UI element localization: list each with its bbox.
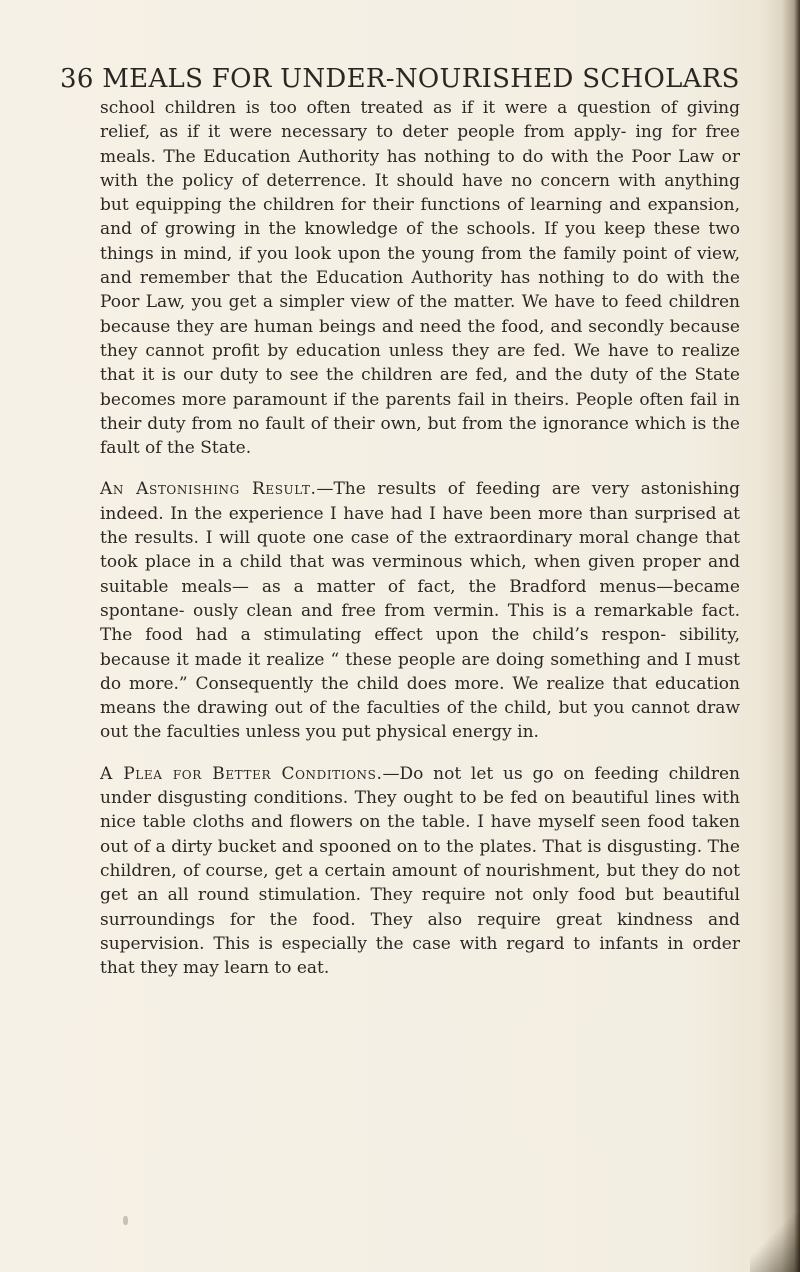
- page-edge-shadow: [760, 0, 800, 1272]
- paragraph-3-text: —Do not let us go on feeding children under disgusting conditions. They ought to be fed on beautiful lines with nice table cloths and flowers on the table. I have myself seen food taken out of a dirty bucket and spooned on to the plates. That is disgusting. The children, of course, get a certain amount of nourishment, but they do not get an all round stimulation. They require not only food but beautiful surroundings for the food. They also require great kindness and supervision. This is especially the case with regard to infants in order that they may learn to eat.: [100, 763, 741, 979]
- paragraph-2-text: —The results of feeding are very astonishing indeed. In the experience I have had I have been more than surprised at the results. I will quote one case of the extraordinary moral change that took place in a child that was verminous which, when given proper and suitable meals— as a matter of fact, the Bradford menus—became spontane- ously clean and free from vermin. This is a remarkable fact. The food had a stimulating effect upon the child’s respon- sibility, because it made it realize “ these people are doing something and I must do more.” Consequently the child does more. We realize that education means the drawing out of the faculties of the child, but you cannot draw out the faculties unless you put physical energy in.: [100, 479, 740, 743]
- ink-speck: [123, 1216, 128, 1225]
- body-text: [100, 96, 740, 980]
- section-heading-plea-for-better-conditions: A Plea for Better Conditions.: [100, 763, 383, 784]
- running-head: 36 MEALS FOR UNDER-NOURISHED SCHOLARS: [60, 64, 740, 94]
- paragraph-1-text: school children is too often treated as if it were a question of giving relief, as if it were necessary to deter people from apply- ing for free meals. The Education Authority has nothing to do with the Poor Law or with the policy of deterrence. It should have no concern with anything but equipping the children for their functions of learning and expansion, and of growing in the knowledge of the schools. If you keep these two things in mind, if you look upon the young from the family point of view, and remember that the Education Authority has nothing to do with the Poor Law, you get a simpler view of the matter. We have to feed children because they are human beings and need the food, and secondly because they cannot profit by education unless they are fed. We have to realize that it is our duty to see the children are fed, and the duty of the State becomes more paramount if the parents fail in theirs. People often fail in their duty from no fault of their own, but from the ignorance which is the fault of the State.: [100, 98, 740, 459]
- paragraph-2: [100, 477, 740, 744]
- paragraph-1: [100, 96, 740, 460]
- paragraph-3: [100, 762, 740, 981]
- section-heading-astonishing-result: An Astonishing Result.: [100, 479, 317, 500]
- page-corner-shadow: [750, 1212, 800, 1272]
